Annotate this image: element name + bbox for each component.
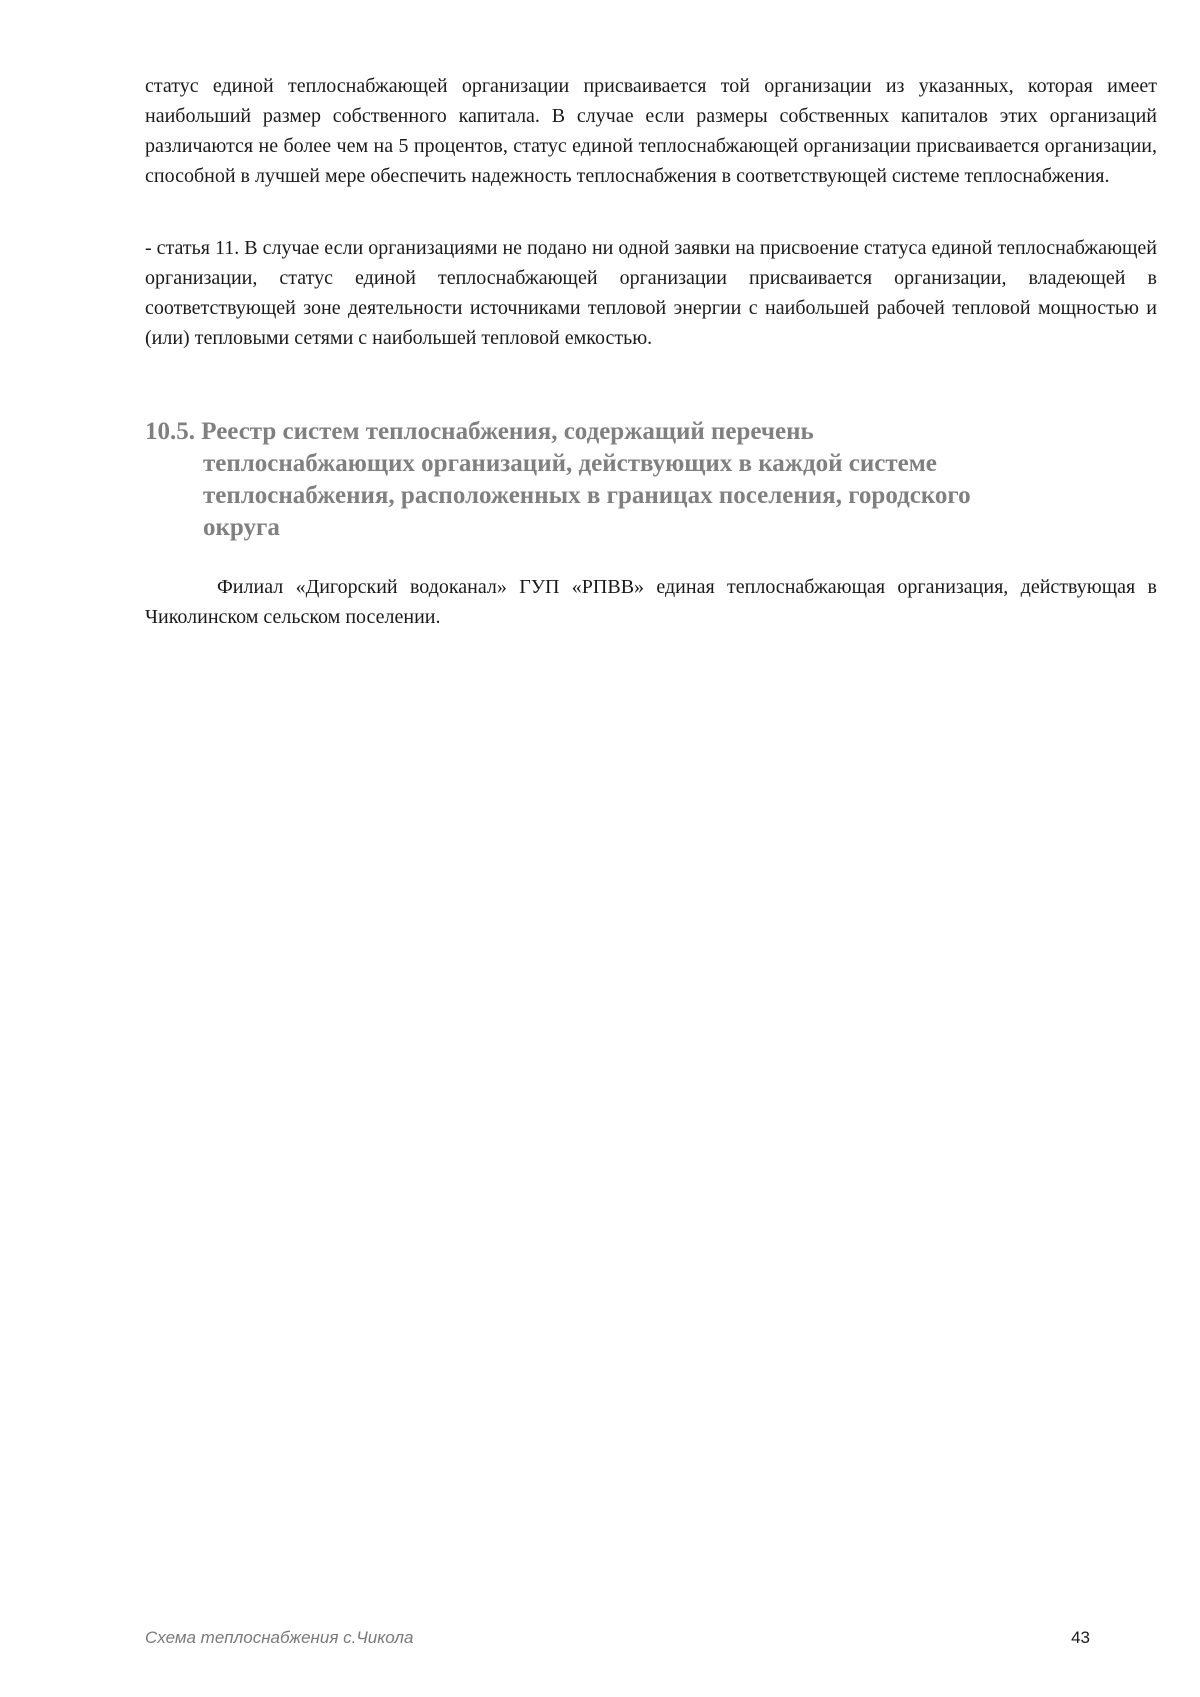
heading-line-4: округа xyxy=(203,514,280,541)
paragraph-organization: Филиал «Дигорский водоканал» ГУП «РПВВ» единая теплоснабжающая организация, действующая в Чиколинском сельском поселении. xyxy=(145,576,1157,628)
section-heading-10-5 xyxy=(145,416,1145,544)
heading-line-1: 10.5. Реестр систем теплоснабжения, содержащий перечень xyxy=(145,418,814,445)
footer-document-title: Схема теплоснабжения с.Чикола xyxy=(145,1628,414,1647)
page-number: 43 xyxy=(1071,1628,1090,1647)
page-footer xyxy=(145,1628,1090,1652)
paragraph-status-capital: статус единой теплоснабжающей организации присваивается той организации из указанных, которая имеет наибольший размер собственного капитала. В случае если размеры собственных капиталов этих организаций различаются не более чем на 5 процентов, статус единой теплоснабжающей организации присваивается организации, способной в лучшей мере обеспечить надежность теплоснабжения в соответствующей системе теплоснабжения. xyxy=(145,75,1157,187)
heading-line-2: теплоснабжающих организаций, действующих в каждой системе xyxy=(203,450,937,477)
paragraph-article-11: - статья 11. В случае если организациями не подано ни одной заявки на присвоение статуса единой теплоснабжающей организации, статус единой теплоснабжающей организации присваивается организации, владеющей в соответствующей зоне деятельности источниками тепловой энергии с наибольшей рабочей тепловой мощностью и (или) тепловыми сетями с наибольшей тепловой емкостью. xyxy=(145,237,1157,349)
heading-line-3: теплоснабжения, расположенных в границах поселения, городского xyxy=(203,482,971,509)
